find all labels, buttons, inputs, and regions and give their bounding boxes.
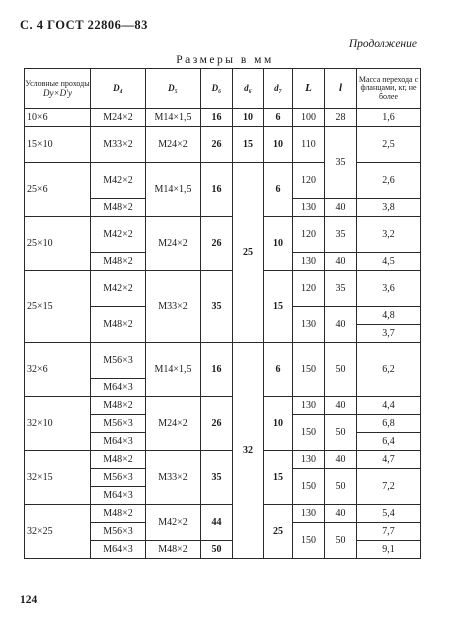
table-row [25, 217, 421, 253]
table-row [25, 343, 421, 379]
col-header-d7-small: d₇ [264, 69, 293, 109]
cell-d6-small: 25 [233, 163, 264, 343]
col-header-d4: D₄ [91, 69, 146, 109]
cell-d4: M56×3 [91, 523, 146, 541]
cell-mass: 3,8 [357, 199, 421, 217]
cell-l: 35 [325, 271, 357, 307]
continuation-label: Продолжение [348, 38, 417, 50]
cell-dy: 25×10 [25, 217, 91, 271]
cell-d4: M48×2 [91, 199, 146, 217]
cell-d7-small: 6 [264, 163, 293, 217]
cell-mass: 3,2 [357, 217, 421, 253]
cell-L: 150 [293, 469, 325, 505]
table-row [25, 271, 421, 307]
cell-mass [357, 307, 421, 343]
cell-l: 50 [325, 469, 357, 505]
cell-dy: 10×6 [25, 109, 91, 127]
page-header: С. 4 ГОСТ 22806—83 [20, 18, 148, 32]
cell-l: 35 [325, 217, 357, 253]
cell-L: 130 [293, 253, 325, 271]
col-header-passages [25, 69, 91, 109]
cell-mass: 2,6 [357, 163, 421, 199]
page-number: 124 [20, 594, 38, 606]
cell-mass: 9,1 [357, 541, 421, 559]
cell-mass: 7,2 [357, 469, 421, 505]
cell-mass: 4,4 [357, 397, 421, 415]
cell-d6: 26 [201, 127, 233, 163]
cell-mass: 4,7 [357, 451, 421, 469]
col-header-L: L [293, 69, 325, 109]
cell-d5: M48×2 [146, 541, 201, 559]
cell-dy: 25×6 [25, 163, 91, 217]
cell-d6-small: 15 [233, 127, 264, 163]
cell-d4: M56×3 [91, 469, 146, 487]
table-header-row [25, 69, 421, 109]
cell-L: 150 [293, 343, 325, 397]
cell-mass: 2,5 [357, 127, 421, 163]
cell-d5: M14×1,5 [146, 163, 201, 217]
cell-L: 110 [293, 127, 325, 163]
cell-dy: 32×15 [25, 451, 91, 505]
cell-d6: 16 [201, 109, 233, 127]
cell-d5: M33×2 [146, 271, 201, 343]
cell-d7-small: 25 [264, 505, 293, 559]
cell-d6: 44 [201, 505, 233, 541]
cell-d7-small: 6 [264, 109, 293, 127]
units-caption: Размеры в мм [176, 54, 274, 66]
cell-d7-small: 10 [264, 127, 293, 163]
cell-l: 50 [325, 415, 357, 451]
table-row [25, 127, 421, 163]
col-header-d6: D₆ [201, 69, 233, 109]
cell-d7-small: 10 [264, 217, 293, 271]
cell-d5: M24×2 [146, 127, 201, 163]
cell-l: 40 [325, 397, 357, 415]
cell-d4: M42×2 [91, 217, 146, 253]
cell-mass: 1,6 [357, 109, 421, 127]
cell-d4: M48×2 [91, 451, 146, 469]
cell-mass: 6,8 [357, 415, 421, 433]
cell-d4: M64×3 [91, 379, 146, 397]
cell-d4: M64×3 [91, 541, 146, 559]
cell-dy: 25×15 [25, 271, 91, 343]
col-header-d5: D₅ [146, 69, 201, 109]
table-row [25, 109, 421, 127]
cell-d6-small: 32 [233, 343, 264, 559]
cell-l: 35 [325, 127, 357, 199]
cell-d4: M56×3 [91, 343, 146, 379]
cell-d6: 16 [201, 163, 233, 217]
cell-d6: 26 [201, 397, 233, 451]
col-header-mass: Масса перехода с фланцами, кг, не более [357, 69, 421, 109]
cell-L: 150 [293, 523, 325, 559]
cell-mass: 4,5 [357, 253, 421, 271]
cell-d7-small: 15 [264, 451, 293, 505]
cell-mass: 6,2 [357, 343, 421, 397]
cell-d4: M24×2 [91, 109, 146, 127]
cell-d4: M48×2 [91, 253, 146, 271]
cell-L: 120 [293, 217, 325, 253]
cell-d5: M24×2 [146, 397, 201, 451]
cell-d6: 35 [201, 451, 233, 505]
cell-dy: 15×10 [25, 127, 91, 163]
col-header-d6-small: d₆ [233, 69, 264, 109]
cell-d5: M14×1,5 [146, 343, 201, 397]
table-row [25, 505, 421, 523]
cell-d5: M14×1,5 [146, 109, 201, 127]
cell-L: 130 [293, 199, 325, 217]
cell-l: 40 [325, 199, 357, 217]
cell-d7-small: 15 [264, 271, 293, 343]
cell-d4: M48×2 [91, 307, 146, 343]
cell-L: 100 [293, 109, 325, 127]
cell-L: 120 [293, 271, 325, 307]
cell-L: 130 [293, 505, 325, 523]
col-header-passages-text: Условные проходы [25, 79, 90, 88]
cell-l: 40 [325, 451, 357, 469]
cell-mass: 7,7 [357, 523, 421, 541]
table-row [25, 451, 421, 469]
cell-d4: M64×3 [91, 433, 146, 451]
cell-mass: 5,4 [357, 505, 421, 523]
cell-mass-lower: 3,7 [382, 328, 395, 339]
cell-l: 50 [325, 523, 357, 559]
cell-L: 130 [293, 451, 325, 469]
cell-d4: M42×2 [91, 271, 146, 307]
cell-d4: M33×2 [91, 127, 146, 163]
cell-L: 130 [293, 397, 325, 415]
cell-mass: 6,4 [357, 433, 421, 451]
cell-d5: M42×2 [146, 505, 201, 541]
cell-dy: 32×6 [25, 343, 91, 397]
cell-d7-small: 10 [264, 397, 293, 451]
cell-d6: 50 [201, 541, 233, 559]
cell-dy: 32×10 [25, 397, 91, 451]
cell-d5: M24×2 [146, 217, 201, 271]
cell-d6: 16 [201, 343, 233, 397]
cell-d4: M64×3 [91, 487, 146, 505]
cell-l: 50 [325, 343, 357, 397]
cell-d6: 35 [201, 271, 233, 343]
cell-dy: 32×25 [25, 505, 91, 559]
table-row [25, 163, 421, 199]
col-header-l: l [325, 69, 357, 109]
cell-d4: M42×2 [91, 163, 146, 199]
dimensions-table [24, 68, 421, 559]
cell-l: 40 [325, 253, 357, 271]
cell-mass: 3,6 [357, 271, 421, 307]
cell-d4: M48×2 [91, 505, 146, 523]
cell-d6: 26 [201, 217, 233, 271]
cell-d4: M48×2 [91, 397, 146, 415]
cell-L: 150 [293, 415, 325, 451]
cell-d7-small: 6 [264, 343, 293, 397]
cell-d5: M33×2 [146, 451, 201, 505]
cell-l: 28 [325, 109, 357, 127]
table-row [25, 397, 421, 415]
col-header-passages-symbol: Dy×D'y [43, 87, 72, 98]
cell-L: 130 [293, 307, 325, 343]
cell-l: 40 [325, 505, 357, 523]
cell-L: 120 [293, 163, 325, 199]
cell-d4: M56×3 [91, 415, 146, 433]
cell-mass-upper: 4,8 [357, 307, 420, 325]
cell-l: 40 [325, 307, 357, 343]
cell-d6-small: 10 [233, 109, 264, 127]
